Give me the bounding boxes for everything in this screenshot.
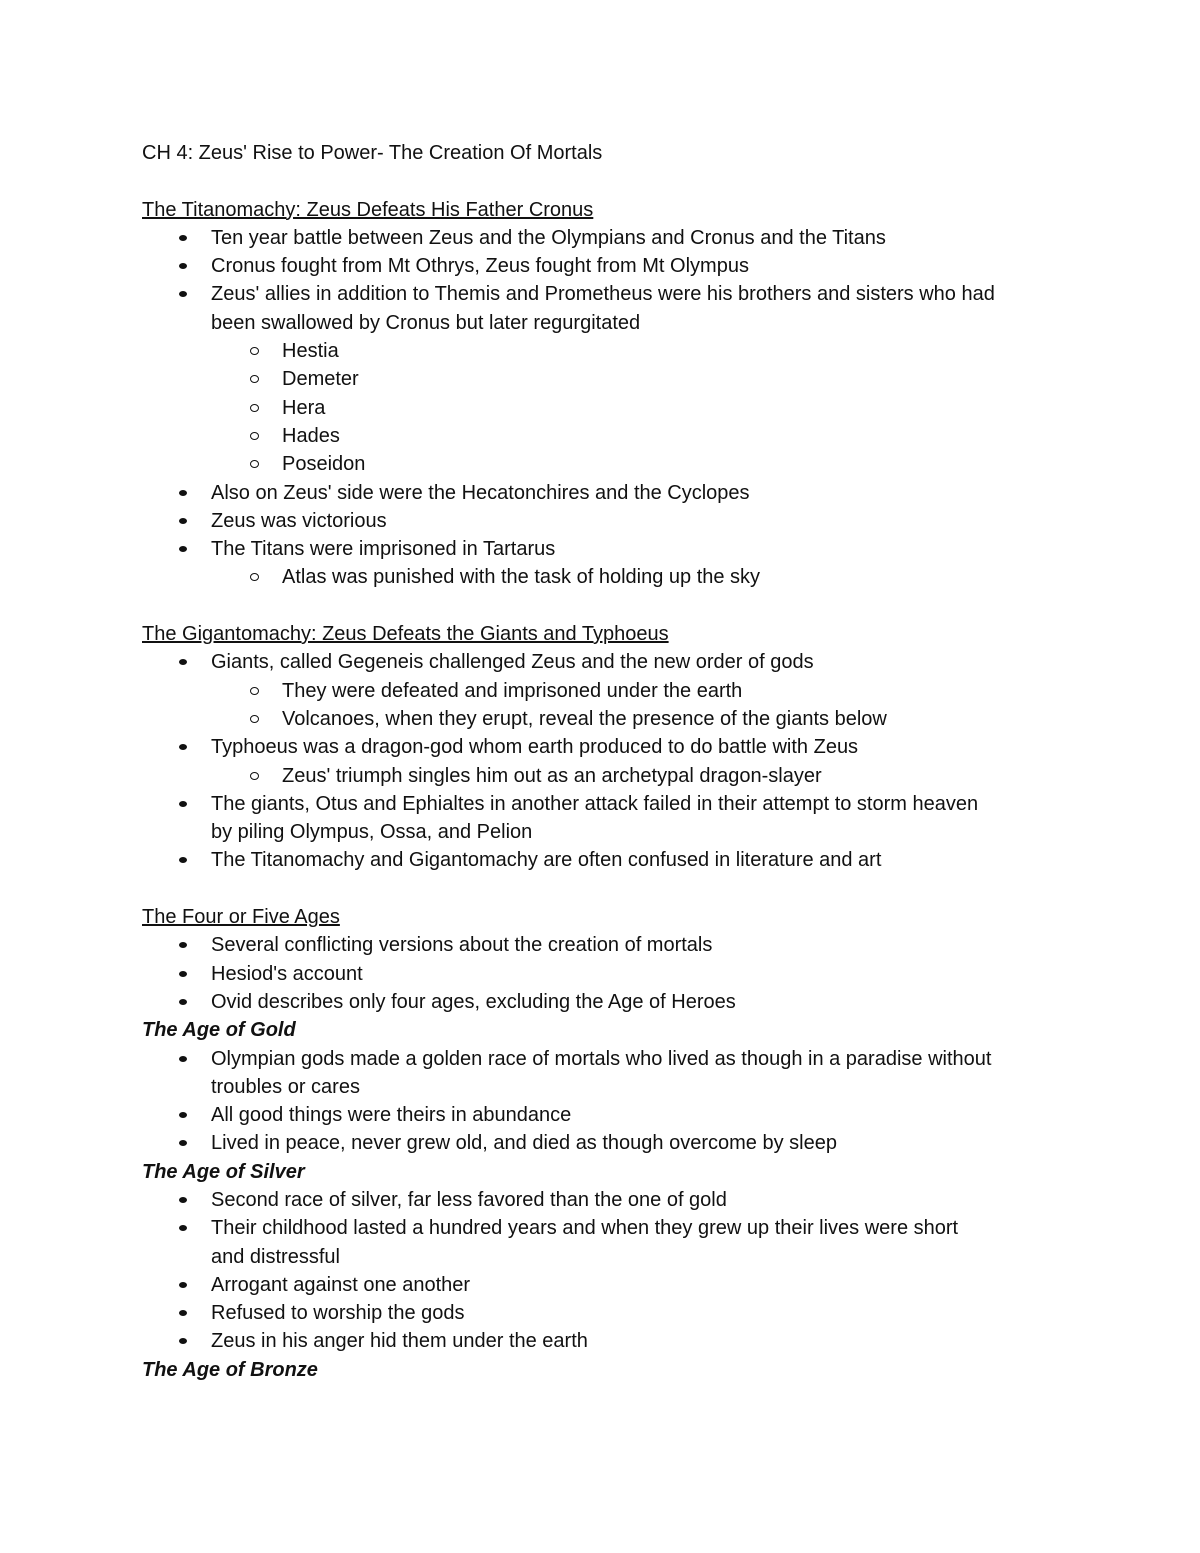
bullet-icon — [179, 1338, 187, 1344]
circle-bullet-icon — [250, 347, 259, 355]
bullet-icon — [179, 1197, 187, 1203]
circle-bullet-icon — [250, 432, 259, 440]
list-item: Lived in peace, never grew old, and died as though overcome by sleep — [142, 1129, 1072, 1157]
bullet-icon — [179, 744, 187, 750]
bullet-icon — [179, 546, 187, 552]
spacer — [142, 592, 1072, 620]
document-title: CH 4: Zeus' Rise to Power- The Creation Of Mortals — [142, 142, 603, 164]
list-item: Zeus was victorious — [142, 507, 1072, 535]
section-heading-age-of-bronze: The Age of Bronze — [142, 1358, 318, 1381]
bullet-icon — [179, 1112, 187, 1118]
bullet-icon — [179, 659, 187, 665]
list-item: The Titans were imprisoned in Tartarus Atlas was punished with the task of holding up the sky — [142, 535, 1072, 592]
list-item: Ovid describes only four ages, excluding the Age of Heroes — [142, 988, 1072, 1016]
section-heading-ages: The Four or Five Ages — [142, 906, 340, 929]
sublist-item: Hera — [142, 394, 1072, 422]
titanomachy-list — [142, 224, 1072, 592]
document-page — [142, 139, 1072, 1384]
sublist-item: Zeus' triumph singles him out as an archetypal dragon-slayer — [142, 762, 1072, 790]
sublist-item: They were defeated and imprisoned under the earth — [142, 677, 1072, 705]
section-heading-age-of-silver: The Age of Silver — [142, 1160, 305, 1183]
siblings-sublist — [211, 337, 1072, 478]
bullet-icon — [179, 518, 187, 524]
bullet-icon — [179, 1140, 187, 1146]
bullet-icon — [179, 1310, 187, 1316]
sublist-item: Hades — [142, 422, 1072, 450]
sublist-item: Poseidon — [142, 450, 1072, 478]
sublist-item: Volcanoes, when they erupt, reveal the presence of the giants below — [142, 705, 1072, 733]
bullet-icon — [179, 942, 187, 948]
section-heading-titanomachy: The Titanomachy: Zeus Defeats His Father Cronus — [142, 198, 594, 221]
bullet-icon — [179, 1282, 187, 1288]
list-item: Refused to worship the gods — [142, 1299, 1072, 1327]
list-item: Ten year battle between Zeus and the Olympians and Cronus and the Titans — [142, 224, 1072, 252]
list-item: All good things were theirs in abundance — [142, 1101, 1072, 1129]
bullet-icon — [179, 971, 187, 977]
bullet-icon — [179, 1056, 187, 1062]
list-item: Zeus' allies in addition to Themis and Prometheus were his brothers and sisters who had been swallowed by Cronus but later regurgitated Hestia Demeter Hera Hades Poseidon — [142, 280, 1072, 478]
list-item: Hesiod's account — [142, 960, 1072, 988]
list-item: Giants, called Gegeneis challenged Zeus and the new order of gods They were defeated and imprisoned under the earth Volcanoes, when they erupt, reveal the presence of the giants below — [142, 648, 1072, 733]
list-item: Arrogant against one another — [142, 1271, 1072, 1299]
spacer — [142, 167, 1072, 195]
list-item: The Titanomachy and Gigantomachy are often confused in literature and art — [142, 846, 1072, 874]
sublist-item: Hestia — [142, 337, 1072, 365]
titans-sublist — [211, 563, 1072, 591]
bullet-icon — [179, 263, 187, 269]
sublist-item: Demeter — [142, 365, 1072, 393]
bullet-icon — [179, 999, 187, 1005]
list-item: The giants, Otus and Ephialtes in another attack failed in their attempt to storm heaven by piling Olympus, Ossa, and Pelion — [142, 790, 1072, 847]
circle-bullet-icon — [250, 573, 259, 581]
bullet-icon — [179, 291, 187, 297]
bullet-icon — [179, 801, 187, 807]
circle-bullet-icon — [250, 404, 259, 412]
ages-list — [142, 931, 1072, 1016]
circle-bullet-icon — [250, 687, 259, 695]
giants-sublist — [211, 677, 1072, 734]
list-item: Also on Zeus' side were the Hecatonchires and the Cyclopes — [142, 479, 1072, 507]
list-item: Zeus in his anger hid them under the earth — [142, 1327, 1072, 1355]
typhoeus-sublist — [211, 762, 1072, 790]
gold-list — [142, 1045, 1072, 1158]
gigantomachy-list — [142, 648, 1072, 874]
circle-bullet-icon — [250, 460, 259, 468]
list-item: Typhoeus was a dragon-god whom earth produced to do battle with Zeus Zeus' triumph singles him out as an archetypal dragon-slayer — [142, 733, 1072, 790]
list-item: Olympian gods made a golden race of mortals who lived as though in a paradise without troubles or cares — [142, 1045, 1072, 1102]
list-item: Several conflicting versions about the creation of mortals — [142, 931, 1072, 959]
section-heading-gigantomachy: The Gigantomachy: Zeus Defeats the Giants and Typhoeus — [142, 623, 669, 646]
circle-bullet-icon — [250, 772, 259, 780]
circle-bullet-icon — [250, 375, 259, 383]
bullet-icon — [179, 490, 187, 496]
bullet-icon — [179, 235, 187, 241]
bullet-icon — [179, 1225, 187, 1231]
bullet-icon — [179, 857, 187, 863]
silver-list — [142, 1186, 1072, 1356]
circle-bullet-icon — [250, 715, 259, 723]
spacer — [142, 875, 1072, 903]
list-item: Their childhood lasted a hundred years and when they grew up their lives were short and distressful — [142, 1214, 1072, 1271]
sublist-item: Atlas was punished with the task of holding up the sky — [142, 563, 1072, 591]
section-heading-age-of-gold: The Age of Gold — [142, 1019, 296, 1042]
list-item: Cronus fought from Mt Othrys, Zeus fought from Mt Olympus — [142, 252, 1072, 280]
list-item: Second race of silver, far less favored than the one of gold — [142, 1186, 1072, 1214]
